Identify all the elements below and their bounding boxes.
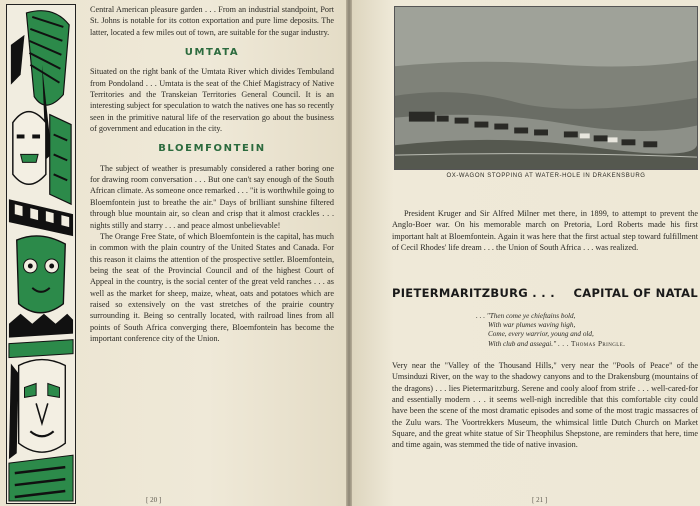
pietermaritzburg-text-block	[392, 360, 698, 451]
pietermaritzburg-heading-left: PIETERMARITZBURG . . .	[392, 286, 555, 300]
poem-quote	[476, 312, 696, 349]
bloemfontein-heading: BLOEMFONTEIN	[158, 143, 266, 155]
poem-line-3: Come, every warrior, young and old,	[488, 330, 594, 339]
poem-attribution: . . . Thomas Pringle.	[557, 339, 626, 348]
poem-line-4	[476, 340, 696, 349]
ox-wagon-photo	[394, 6, 698, 170]
umtata-paragraph: Situated on the right bank of the Umtata River which divides Tembuland from Pondoland . . . Umtata is the seat of the Chief Magistracy of Native Territories and the Transkeian Territories General Council. It is an interesting subject for speculation to watch the natives one has so recently seen in the primitive natural life of the reservation go about the business of government and education in the city.	[90, 67, 334, 134]
page-number-right: [ 21 ]	[532, 496, 548, 504]
photo-illustration	[395, 7, 697, 169]
left-text-column	[90, 4, 334, 344]
bloemfontein-paragraph-2: The Orange Free State, of which Bloemfontein is the capital, has much in common with the plain country of the United States and Canada. For this reason it claims the attention of the prospective settler. Bloemfontein, being the seat of the Provincial Council and of the highest Court of Appeal in the country, is the social center of the great veld ranches . . . as well as the market for sheep, maize, wheat, oats and potatoes which are raised so extensively on the vast stretches of the prairie country surrounding it. Being so centrally located, with railroad lines from all points of South Africa converging there, Bloemfontein has become the important conference city of the Union.	[90, 231, 334, 343]
decorative-tribal-border	[6, 4, 76, 504]
pietermaritzburg-heading	[392, 286, 698, 300]
pietermaritzburg-heading-right: CAPITAL OF NATAL	[573, 286, 698, 300]
kruger-paragraph: President Kruger and Sir Alfred Milner met there, in 1899, to attempt to prevent the Anglo-Boer war. On his memorable march on Pretoria, Lord Roberts made his first important halt at Bloemfontein. Again it was here that the first actual step toward fulfillment of Cecil Rhodes' life dream . . . the Union of South Africa . . . was realized.	[392, 209, 698, 253]
umtata-heading: UMTATA	[184, 47, 240, 59]
bloemfontein-paragraph-1: The subject of weather is presumably considered a rather boring one for drawing room conversation . . . But one can't say enough of the South African climate. As someone once remarked . . . "it is worthwhile going to Bloemfontein just to breathe the air." Days of brilliant sunshine filtered through blue mountain air, so clean and crisp that it almost crackles . . . nights stilly and starry . . . and peace almost unbelievable!	[90, 163, 334, 230]
pietermaritzburg-paragraph: Very near the "Valley of the Thousand Hills," very near the "Pools of Peace" of the Umsinduzi River, on the way to the shadowy canyons and to the Drakensburg (mountains of the dragons) . . . lies Pietermaritzburg. Serene and cooly aloof from strife . . . well-cared-for and essentially modern . . . it seems well-nigh incredible that this comfortable city could have been the scene of the most dramatic episodes and some of the most tragic massacres of the Zulu wars. The Voortrekkers Museum, the whimsical little Dutch Church on Market Square, and the great white statue of Sir Theophilus Shepstone, are reminders that here, time and time again, was stemmed the tide of native invasion.	[392, 361, 698, 450]
right-page	[352, 0, 700, 506]
left-page	[0, 0, 346, 506]
intro-paragraph: Central American pleasure garden . . . From an industrial standpoint, Port St. Johns is notable for its cotton exportation and pure lime deposits. The latter, located a few miles out of town, are suitable for the sugar industry.	[90, 5, 334, 37]
photo-caption: OX-WAGON STOPPING AT WATER-HOLE IN DRAKENSBURG	[446, 173, 646, 179]
poem-line-2: With war plumes waving high,	[488, 321, 576, 330]
page-number-left: [ 20 ]	[146, 496, 162, 504]
tribal-illustration	[7, 5, 75, 503]
kruger-text-block	[392, 208, 698, 253]
poem-line-4-text: With club and assegai."	[488, 339, 557, 348]
poem-line-1: . . . "Then come ye chieftains bold,	[476, 312, 576, 320]
